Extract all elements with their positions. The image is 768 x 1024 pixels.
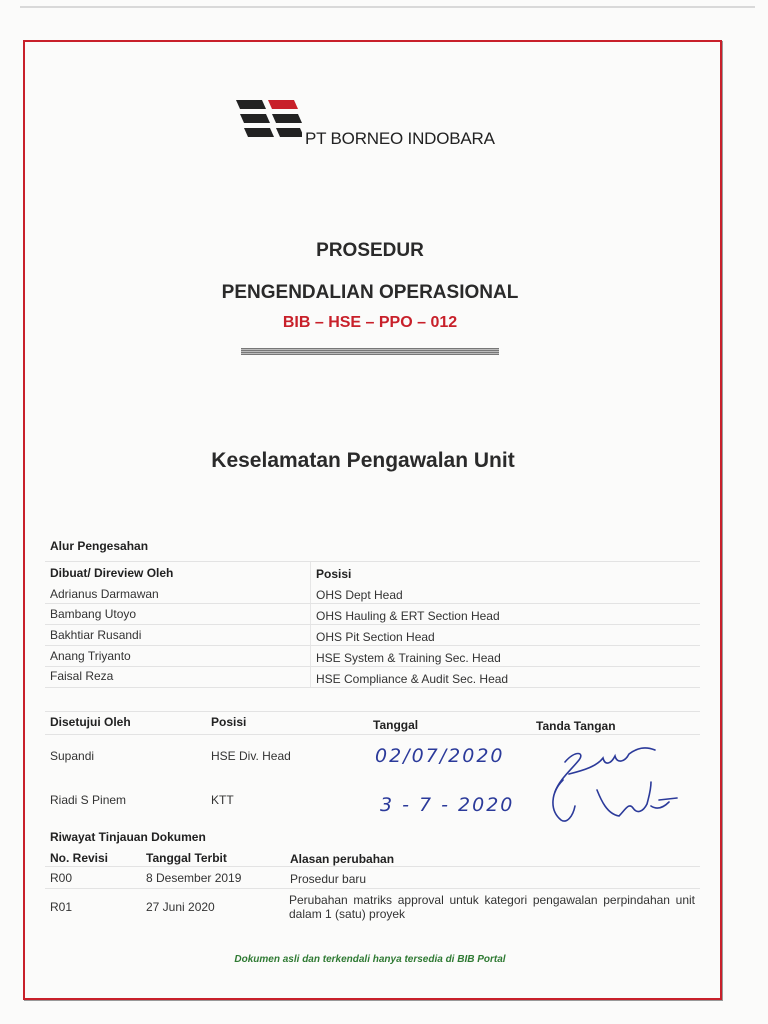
col-created-by: Dibuat/ Direview Oleh (50, 566, 174, 580)
table-line (45, 666, 700, 667)
handwritten-date: 02/07/2020 (375, 745, 505, 767)
revision-number: R00 (50, 871, 73, 885)
creator-position: HSE Compliance & Audit Sec. Head (316, 672, 509, 686)
table-line (45, 603, 700, 604)
approver-name: Riadi S Pinem (50, 793, 127, 807)
creator-position: HSE System & Training Sec. Head (316, 651, 501, 665)
approver-name: Supandi (50, 749, 95, 763)
col-date: Tanggal (373, 718, 419, 732)
doc-title: PENGENDALIAN OPERASIONAL (221, 282, 519, 303)
revision-date: 8 Desember 2019 (146, 871, 242, 885)
col-revision: No. Revisi (50, 851, 109, 865)
creator-position: OHS Pit Section Head (316, 630, 435, 644)
revision-date: 27 Juni 2020 (146, 900, 215, 914)
signature-riadi (545, 770, 695, 830)
table-line (45, 624, 700, 625)
creator-name: Anang Triyanto (50, 649, 131, 663)
approver-position: KTT (211, 793, 234, 807)
table-line (45, 888, 700, 889)
revision-reason: Perubahan matriks approval untuk kategori pengawalan perpindahan unit dalam 1 (satu) proyek (289, 893, 695, 921)
footer-note: Dokumen asli dan terkendali hanya tersedia di BIB Portal (234, 954, 506, 965)
col-approved-position: Posisi (211, 715, 247, 729)
table-line (45, 711, 700, 712)
table-line (45, 734, 700, 735)
col-approved-by: Disetujui Oleh (50, 715, 131, 729)
approval-flow-heading: Alur Pengesahan (50, 539, 149, 553)
approver-position: HSE Div. Head (211, 749, 291, 763)
borneo-indobara-logo (232, 100, 302, 146)
creator-name: Faisal Reza (50, 669, 114, 683)
table-line (45, 561, 700, 562)
table-line (45, 687, 700, 688)
creator-position: OHS Hauling & ERT Section Head (316, 609, 500, 623)
revision-number: R01 (50, 900, 73, 914)
creator-name: Bakhtiar Rusandi (50, 628, 142, 642)
creator-name: Bambang Utoyo (50, 607, 137, 621)
doc-subject: Keselamatan Pengawalan Unit (211, 449, 515, 472)
table-line (45, 866, 700, 867)
col-signature: Tanda Tangan (536, 719, 616, 733)
scan-edge-line (20, 6, 755, 8)
creator-name: Adrianus Darmawan (50, 587, 159, 601)
creator-position: OHS Dept Head (316, 588, 403, 602)
revision-reason: Prosedur baru (290, 872, 367, 886)
history-heading: Riwayat Tinjauan Dokumen (50, 830, 206, 844)
col-issue-date: Tanggal Terbit (146, 851, 227, 865)
title-divider (241, 348, 499, 355)
company-name: PT BORNEO INDOBARA (305, 129, 495, 148)
col-position: Posisi (316, 567, 352, 581)
col-change-reason: Alasan perubahan (290, 852, 395, 866)
table-line (45, 645, 700, 646)
handwritten-date: 3 - 7 - 2020 (380, 794, 515, 816)
doc-code: BIB – HSE – PPO – 012 (282, 314, 458, 331)
doc-type-title: PROSEDUR (316, 240, 424, 261)
